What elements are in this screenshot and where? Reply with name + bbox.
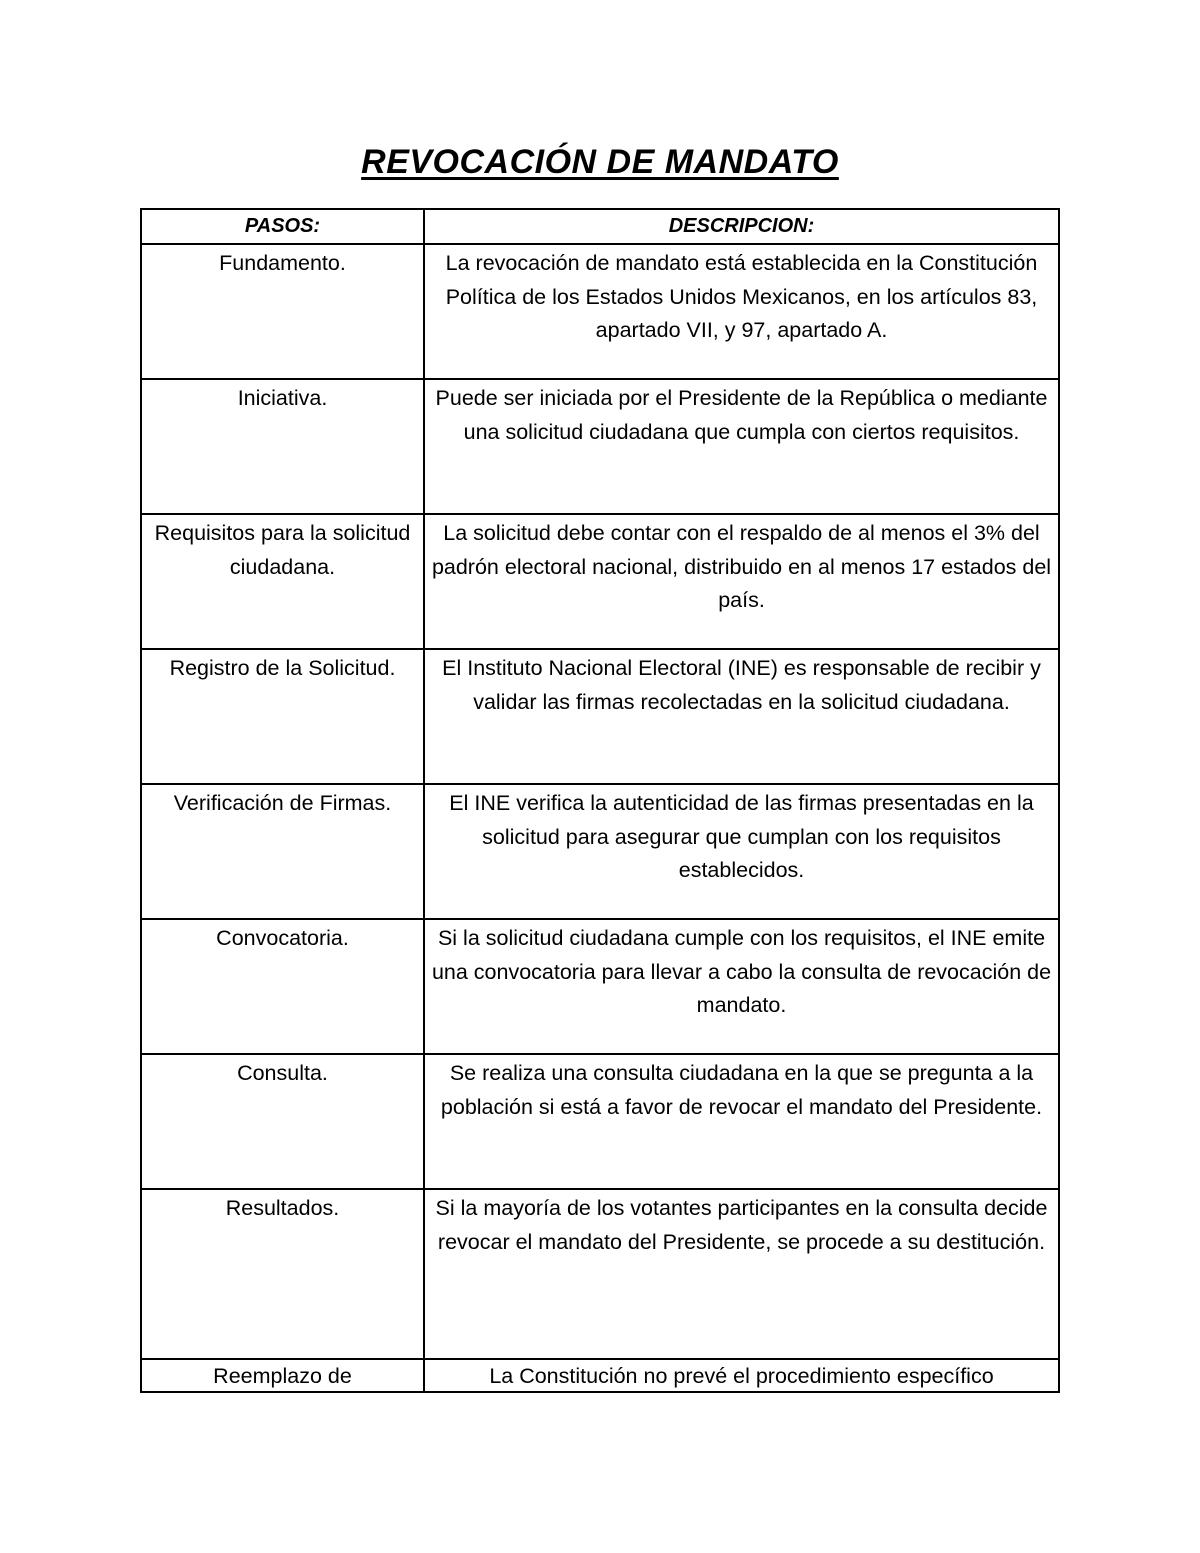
description-cell: La Constitución no prevé el procedimiento específico: [424, 1359, 1059, 1392]
header-descripcion: DESCRIPCION:: [424, 209, 1059, 244]
description-cell: La revocación de mandato está establecida en la Constitución Política de los Estados Unidos Mexicanos, en los artículos 83, apartado VII, y 97, apartado A.: [424, 244, 1059, 379]
steps-table: [140, 208, 1060, 1393]
step-cell: Reemplazo de: [141, 1359, 424, 1392]
description-cell: El INE verifica la autenticidad de las firmas presentadas en la solicitud para asegurar que cumplan con los requisitos establecidos.: [424, 784, 1059, 919]
table-row: [141, 514, 1059, 649]
table-row: [141, 649, 1059, 784]
table-row: [141, 919, 1059, 1054]
step-cell: Verificación de Firmas.: [141, 784, 424, 919]
table-row: [141, 379, 1059, 514]
table-row: [141, 244, 1059, 379]
description-cell: El Instituto Nacional Electoral (INE) es responsable de recibir y validar las firmas recolectadas en la solicitud ciudadana.: [424, 649, 1059, 784]
table-row: [141, 1359, 1059, 1392]
step-cell: Iniciativa.: [141, 379, 424, 514]
step-cell: Resultados.: [141, 1189, 424, 1359]
table-row: [141, 1054, 1059, 1189]
header-pasos: PASOS:: [141, 209, 424, 244]
table-row: [141, 784, 1059, 919]
step-cell: Consulta.: [141, 1054, 424, 1189]
step-cell: Registro de la Solicitud.: [141, 649, 424, 784]
table-row: [141, 1189, 1059, 1359]
description-cell: La solicitud debe contar con el respaldo de al menos el 3% del padrón electoral nacional, distribuido en al menos 17 estados del país.: [424, 514, 1059, 649]
description-cell: Puede ser iniciada por el Presidente de la República o mediante una solicitud ciudadana que cumpla con ciertos requisitos.: [424, 379, 1059, 514]
description-cell: Si la solicitud ciudadana cumple con los requisitos, el INE emite una convocatoria para llevar a cabo la consulta de revocación de mandato.: [424, 919, 1059, 1054]
step-cell: Requisitos para la solicitud ciudadana.: [141, 514, 424, 649]
description-cell: Si la mayoría de los votantes participantes en la consulta decide revocar el mandato del Presidente, se procede a su destitución.: [424, 1189, 1059, 1359]
document-title: REVOCACIÓN DE MANDATO: [361, 143, 839, 181]
step-cell: Fundamento.: [141, 244, 424, 379]
step-cell: Convocatoria.: [141, 919, 424, 1054]
table-header-row: [141, 209, 1059, 244]
description-cell: Se realiza una consulta ciudadana en la que se pregunta a la población si está a favor de revocar el mandato del Presidente.: [424, 1054, 1059, 1189]
